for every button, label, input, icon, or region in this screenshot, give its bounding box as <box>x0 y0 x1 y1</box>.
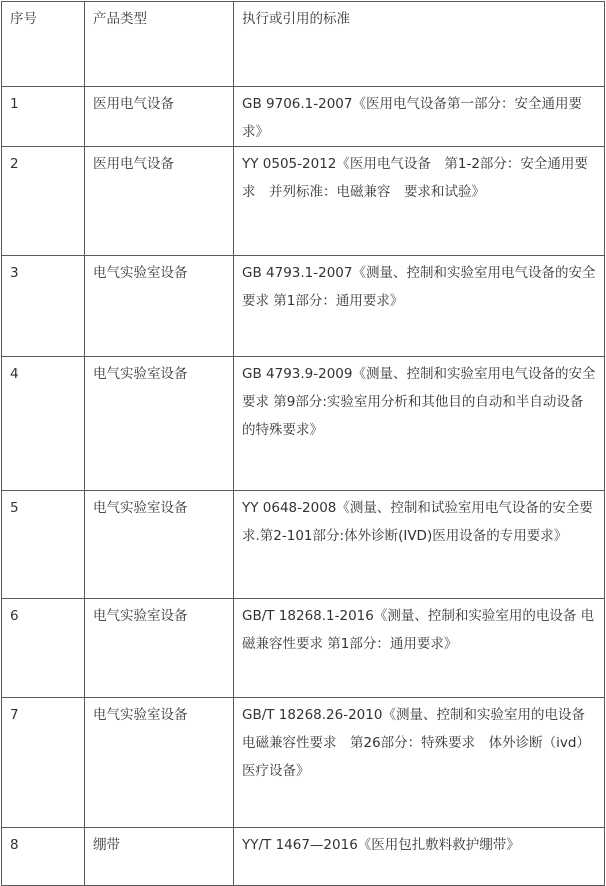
row-no: 7 <box>2 698 85 828</box>
table-header-row <box>2 2 605 87</box>
table-row <box>2 256 605 357</box>
header-product-type: 产品类型 <box>85 2 234 87</box>
row-no: 4 <box>2 357 85 491</box>
row-no: 8 <box>2 828 85 886</box>
table-row <box>2 87 605 147</box>
row-product-type: 电气实验室设备 <box>85 698 234 828</box>
row-no: 3 <box>2 256 85 357</box>
row-no: 2 <box>2 147 85 256</box>
row-standard: YY 0505-2012《医用电气设备 第1-2部分：安全通用要求 并列标准：电磁兼容 要求和试验》 <box>234 147 605 256</box>
table-row <box>2 698 605 828</box>
row-standard: GB/T 18268.1-2016《测量、控制和实验室用的电设备 电磁兼容性要求 第1部分：通用要求》 <box>234 599 605 698</box>
table-row <box>2 491 605 599</box>
row-product-type: 电气实验室设备 <box>85 256 234 357</box>
table-row <box>2 599 605 698</box>
row-no: 6 <box>2 599 85 698</box>
row-product-type: 医用电气设备 <box>85 87 234 147</box>
standards-table <box>1 1 605 886</box>
row-product-type: 电气实验室设备 <box>85 491 234 599</box>
header-no: 序号 <box>2 2 85 87</box>
row-standard: YY 0648-2008《测量、控制和试验室用电气设备的安全要求.第2-101部分:体外诊断(IVD)医用设备的专用要求》 <box>234 491 605 599</box>
row-product-type: 医用电气设备 <box>85 147 234 256</box>
row-standard: GB 4793.1-2007《测量、控制和实验室用电气设备的安全要求 第1部分：通用要求》 <box>234 256 605 357</box>
row-standard: GB 4793.9-2009《测量、控制和实验室用电气设备的安全要求 第9部分:实验室用分析和其他目的自动和半自动设备的特殊要求》 <box>234 357 605 491</box>
row-no: 1 <box>2 87 85 147</box>
row-product-type: 电气实验室设备 <box>85 599 234 698</box>
header-standard: 执行或引用的标准 <box>234 2 605 87</box>
row-standard: YY/T 1467—2016《医用包扎敷料救护绷带》 <box>234 828 605 886</box>
table-row <box>2 828 605 886</box>
row-no: 5 <box>2 491 85 599</box>
row-product-type: 电气实验室设备 <box>85 357 234 491</box>
table-row <box>2 147 605 256</box>
table-row <box>2 357 605 491</box>
row-standard: GB 9706.1-2007《医用电气设备第一部分：安全通用要求》 <box>234 87 605 147</box>
row-product-type: 绷带 <box>85 828 234 886</box>
row-standard: GB/T 18268.26-2010《测量、控制和实验室用的电设备 电磁兼容性要求 第26部分：特殊要求 体外诊断（ivd）医疗设备》 <box>234 698 605 828</box>
